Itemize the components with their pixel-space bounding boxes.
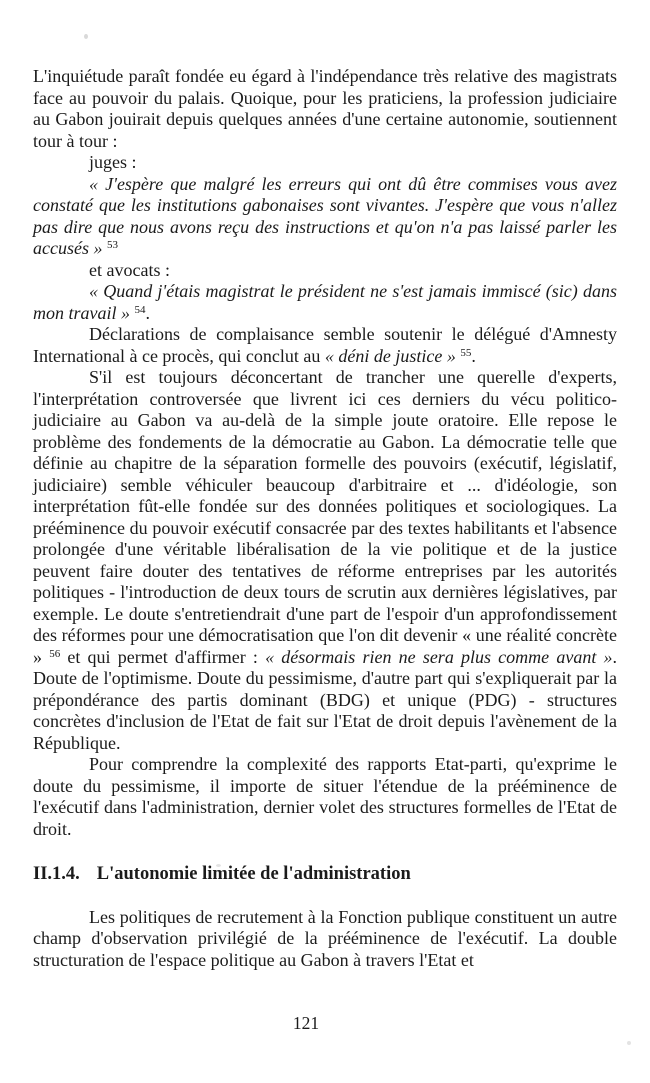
paragraph-recrutement [33,907,617,972]
text-segment: et qui permet d'affirmer : [60,646,266,667]
paragraph-intro [33,66,617,152]
text-segment: II.1.4. [33,864,80,884]
quote-juges [33,174,617,260]
text-segment: . Doute de l'optimisme. Doute du pessimisme, d'autre part qui s'expliquerait par la prépondérance des partis dominant (BDG) et unique (PDG) - structures concrètes d'inclusion de l'Etat de fait sur l'Etat de droit depuis l'avènement de la République. [33,646,618,753]
text-segment: . [471,345,476,366]
quote-avocats [33,281,617,324]
text-segment: L'autonomie limitée de l'administration [96,864,411,884]
text-block [33,66,617,971]
label-juges [33,152,617,174]
text-segment: « J'espère que malgré les erreurs qui ont dû être commises vous avez constaté que les institutions gabonaises sont vivantes. J'espère que vous n'allez pas dire que nous avons reçu des instructions et qu'on n'a pas laissé parler les accusés » [33,173,617,258]
section-heading [33,864,617,886]
text-segment: Les politiques de recrutement à la Fonction publique constituent un autre champ d'observation privilégié de la prééminence de l'exécutif. La double structuration de l'espace politique au Gabon à travers l'Etat et [33,906,617,970]
text-segment: et avocats : [89,259,170,280]
text-segment: . [145,302,150,323]
text-segment: Déclarations de complaisance semble soutenir le délégué d'Amnesty International à ce procès, qui conclut au [33,324,617,366]
scan-artifact [627,1041,631,1045]
text-segment: « désormais rien ne sera plus comme avant » [265,646,613,667]
scan-artifact [216,864,221,867]
paragraph-declarations [33,324,617,367]
text-segment: Pour comprendre la complexité des rapports Etat-parti, qu'exprime le doute du pessimisme, il importe de situer l'étendue de la prééminence de l'exécutif dans l'administration, dernier volet des structures formelles de l'Etat de droit. [33,754,617,839]
scan-artifact [84,34,88,39]
text-segment: S'il est toujours déconcertant de trancher une querelle d'experts, l'interprétation controversée que livrent ici ces derniers du vécu politico-judiciaire au Gabon va au-delà de la simple joute oratoire. Elle repose le problème des fondements de la démocratie au Gabon. La démocratie telle que définie au chapitre de la séparation formelle des pouvoirs (exécutif, législatif, judiciaire) semble véhiculer beaucoup d'arbitraire et ... d'idéologie, son interprétation fût-elle fondée sur des données politiques et sociologiques. La prééminence du pouvoir exécutif consacrée par des textes habilitants et l'absence prolongée d'une véritable libéralisation de la vie politique et de la justice peuvent faire douter des tentatives de réforme entreprises par les autorités politiques - l'introduction de deux tours de scrutin aux dernières législatives, par exemple. Le doute s'entretiendrait d'une part de l'espoir d'un approfondissement des réformes pour une démocratisation que l'on dit devenir « une réalité concrète » [33,367,617,667]
paragraph-etat-parti [33,754,617,840]
paragraph-querelle [33,367,617,754]
text-segment: juges : [89,152,137,172]
text-segment: « Quand j'étais magistrat le président ne s'est jamais immiscé (sic) dans mon travail » [33,281,617,323]
page-number: 121 [292,1013,320,1033]
footnote-ref: 55 [460,346,472,359]
label-avocats [33,260,617,282]
footnote-ref: 56 [49,647,61,660]
text-segment: « déni de justice » [324,345,456,366]
footnote-ref: 54 [134,303,146,316]
text-segment: L'inquiétude paraît fondée eu égard à l'indépendance très relative des magistrats face au pouvoir du palais. Quoique, pour les praticiens, la profession judiciaire au Gabon jouirait depuis quelques années d'une certaine autonomie, soutiennent tour à tour : [33,66,617,151]
footnote-ref: 53 [106,239,118,251]
